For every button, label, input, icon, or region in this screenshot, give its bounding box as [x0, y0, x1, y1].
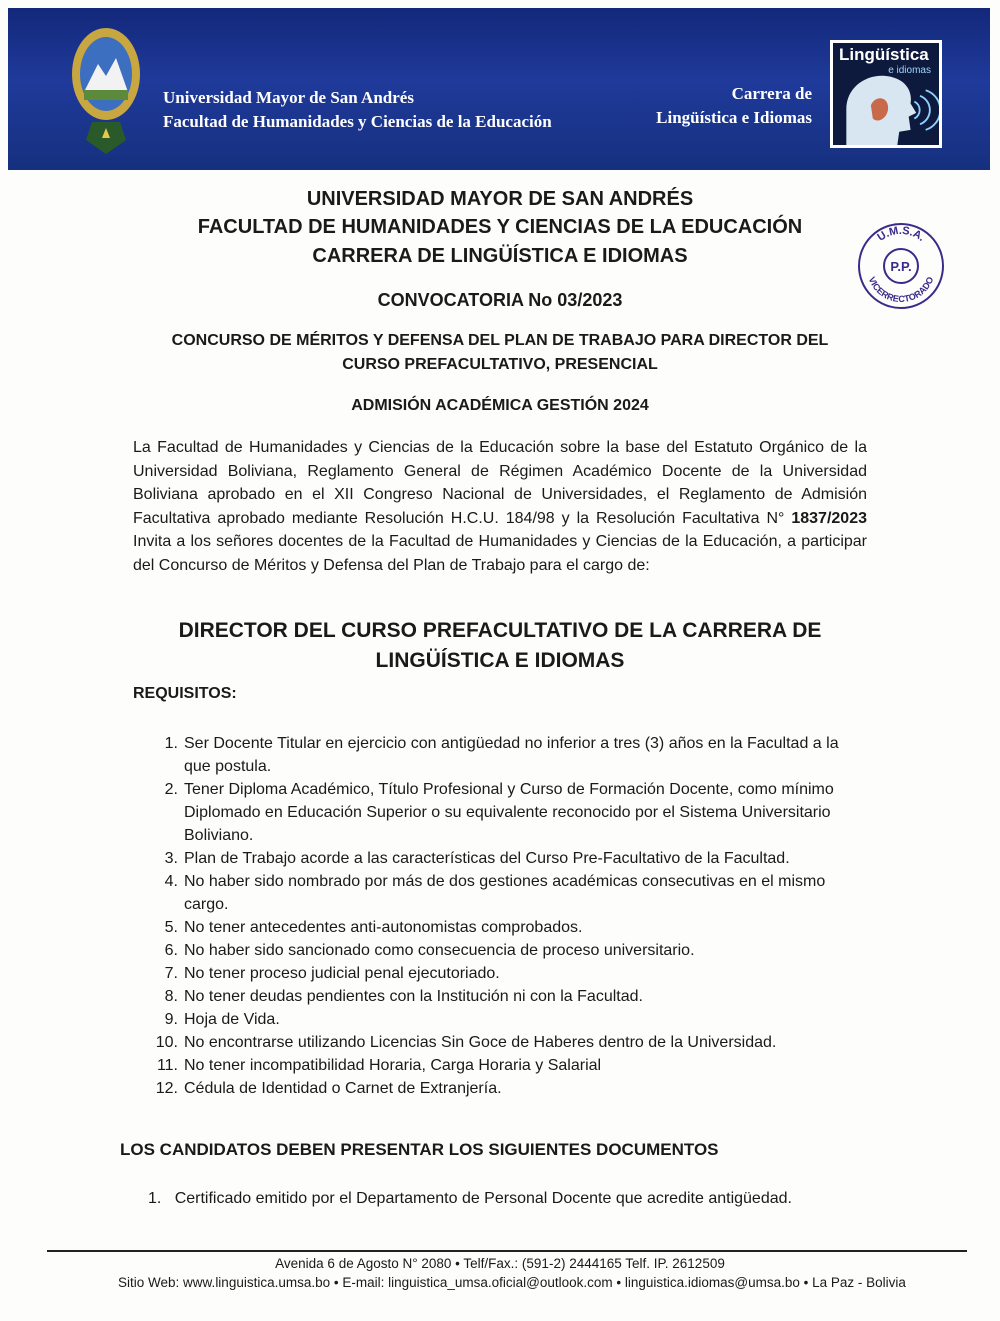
requirement-item — [150, 732, 866, 778]
requirement-item — [150, 1054, 866, 1077]
requirement-item — [150, 870, 866, 916]
requirement-text: No encontrarse utilizando Licencias Sin Goce de Haberes dentro de la Universidad. — [184, 1034, 777, 1051]
admision-heading: ADMISIÓN ACADÉMICA GESTIÓN 2024 — [351, 397, 649, 414]
vicerrectorado-stamp — [857, 222, 945, 310]
stamp-center-text: P.P. — [890, 259, 912, 274]
requirement-item — [150, 1031, 866, 1054]
requirement-item — [150, 916, 866, 939]
documents-item-1-text: Certificado emitido por el Departamento de Personal Docente que acredite antigüedad. — [174, 1190, 792, 1207]
requirements-label: REQUISITOS: — [133, 685, 237, 702]
footer-contact: Sitio Web: www.linguistica.umsa.bo • E-mail: linguistica_umsa.oficial@outlook.com • linguistica.idiomas@umsa.bo • La Paz - Bolivia — [118, 1275, 906, 1290]
requirement-text: Cédula de Identidad o Carnet de Extranjería. — [184, 1080, 502, 1097]
requirement-number: 5. — [164, 919, 178, 936]
concurso-line2: CURSO PREFACULTATIVO, PRESENCIAL — [342, 356, 658, 373]
stamp-bottom-text: VICERRECTORADO — [866, 275, 936, 305]
requirement-text: Hoja de Vida. — [184, 1011, 280, 1028]
documents-item-1 — [148, 1190, 792, 1208]
title-faculty: FACULTAD DE HUMANIDADES Y CIENCIAS DE LA EDUCACIÓN — [197, 216, 803, 238]
requirement-text: Ser Docente Titular en ejercicio con antigüedad no inferior a tres (3) años en la Facultad a la que postula. — [184, 735, 839, 775]
requirement-number: 7. — [164, 965, 178, 982]
requirement-number: 4. — [164, 873, 178, 890]
requirement-text: Tener Diploma Académico, Título Profesional y Curso de Formación Docente, como mínimo Diplomado en Educación Superior o su equivalente reconocido por el Sistema Universitario Boliviano. — [184, 781, 834, 844]
requirement-text: No haber sido nombrado por más de dos gestiones académicas consecutivas en el mismo cargo. — [184, 873, 826, 913]
header-faculty-name: Facultad de Humanidades y Ciencias de la Educación — [163, 112, 552, 131]
title-career: CARRERA DE LINGÜÍSTICA E IDIOMAS — [312, 245, 688, 267]
position-title-line2: LINGÜÍSTICA E IDIOMAS — [375, 649, 625, 672]
intro-text-before: La Facultad de Humanidades y Ciencias de la Educación sobre la base del Estatuto Orgánico de la Universidad Boliviana, Reglamento General de Régimen Académico Docente de la Universidad Boliviana aprobado en el XII Congreso Nacional de Universidades, el Reglamento de Admisión Facultativa aprobado mediante Resolución H.C.U. 184/98 y la Resolución Facultativa N° — [133, 439, 867, 527]
requirement-number: 10. — [155, 1034, 178, 1051]
university-seal-logo — [66, 22, 146, 162]
requirement-text: No tener antecedentes anti-autonomistas comprobados. — [184, 919, 583, 936]
header-career-line2: Lingüística e Idiomas — [656, 108, 812, 127]
header-university-block — [163, 86, 552, 134]
footer-divider — [47, 1250, 967, 1252]
requirement-text: No tener proceso judicial penal ejecutoriado. — [184, 965, 500, 982]
title-university: UNIVERSIDAD MAYOR DE SAN ANDRÉS — [306, 188, 694, 210]
requirement-number: 11. — [156, 1057, 178, 1074]
requirement-number: 6. — [164, 942, 178, 959]
requirement-item — [150, 847, 866, 870]
requirement-text: Plan de Trabajo acorde a las características del Curso Pre-Facultativo de la Facultad. — [184, 850, 790, 867]
linguistica-logo-subtitle: e idiomas — [888, 65, 931, 76]
requirement-item — [150, 1008, 866, 1031]
documents-item-1-number: 1. — [148, 1190, 162, 1207]
documents-heading: LOS CANDIDATOS DEBEN PRESENTAR LOS SIGUIENTES DOCUMENTOS — [120, 1140, 719, 1159]
linguistica-logo — [830, 40, 942, 148]
requirement-number: 12. — [155, 1080, 178, 1097]
header-career-line1: Carrera de — [731, 84, 812, 103]
linguistica-logo-title: Lingüística — [839, 45, 929, 64]
requirement-number: 8. — [164, 988, 178, 1005]
concurso-line1: CONCURSO DE MÉRITOS Y DEFENSA DEL PLAN DE TRABAJO PARA DIRECTOR DEL — [171, 332, 829, 349]
requirement-text: No haber sido sancionado como consecuencia de proceso universitario. — [184, 942, 695, 959]
footer-address: Avenida 6 de Agosto N° 2080 • Telf/Fax.: (591-2) 2444165 Telf. IP. 2612509 — [275, 1256, 725, 1271]
convocatoria-number: CONVOCATORIA No 03/2023 — [377, 290, 623, 310]
requirement-item — [150, 778, 866, 847]
requirement-item — [150, 1077, 866, 1100]
requirement-item — [150, 939, 866, 962]
requirement-text: No tener deudas pendientes con la Institución ni con la Facultad. — [184, 988, 643, 1005]
header-career-block — [656, 82, 812, 130]
requirement-text: No tener incompatibilidad Horaria, Carga Horaria y Salarial — [184, 1057, 602, 1074]
intro-text-after: Invita a los señores docentes de la Facultad de Humanidades y Ciencias de la Educación, a participar del Concurso de Méritos y Defensa del Plan de Trabajo para el cargo de: — [133, 533, 867, 574]
requirement-number: 1. — [164, 735, 178, 752]
header-university-name: Universidad Mayor de San Andrés — [163, 88, 414, 107]
requirement-item — [150, 985, 866, 1008]
requirement-item — [150, 962, 866, 985]
stamp-top-text: U.M.S.A. — [875, 224, 928, 244]
requirement-number: 9. — [164, 1011, 178, 1028]
requirements-list — [150, 732, 866, 1100]
position-title-line1: DIRECTOR DEL CURSO PREFACULTATIVO DE LA CARRERA DE — [178, 619, 822, 642]
resolution-number: 1837/2023 — [791, 509, 867, 527]
requirement-number: 2. — [164, 781, 178, 798]
intro-paragraph — [133, 436, 867, 577]
requirement-number: 3. — [164, 850, 178, 867]
